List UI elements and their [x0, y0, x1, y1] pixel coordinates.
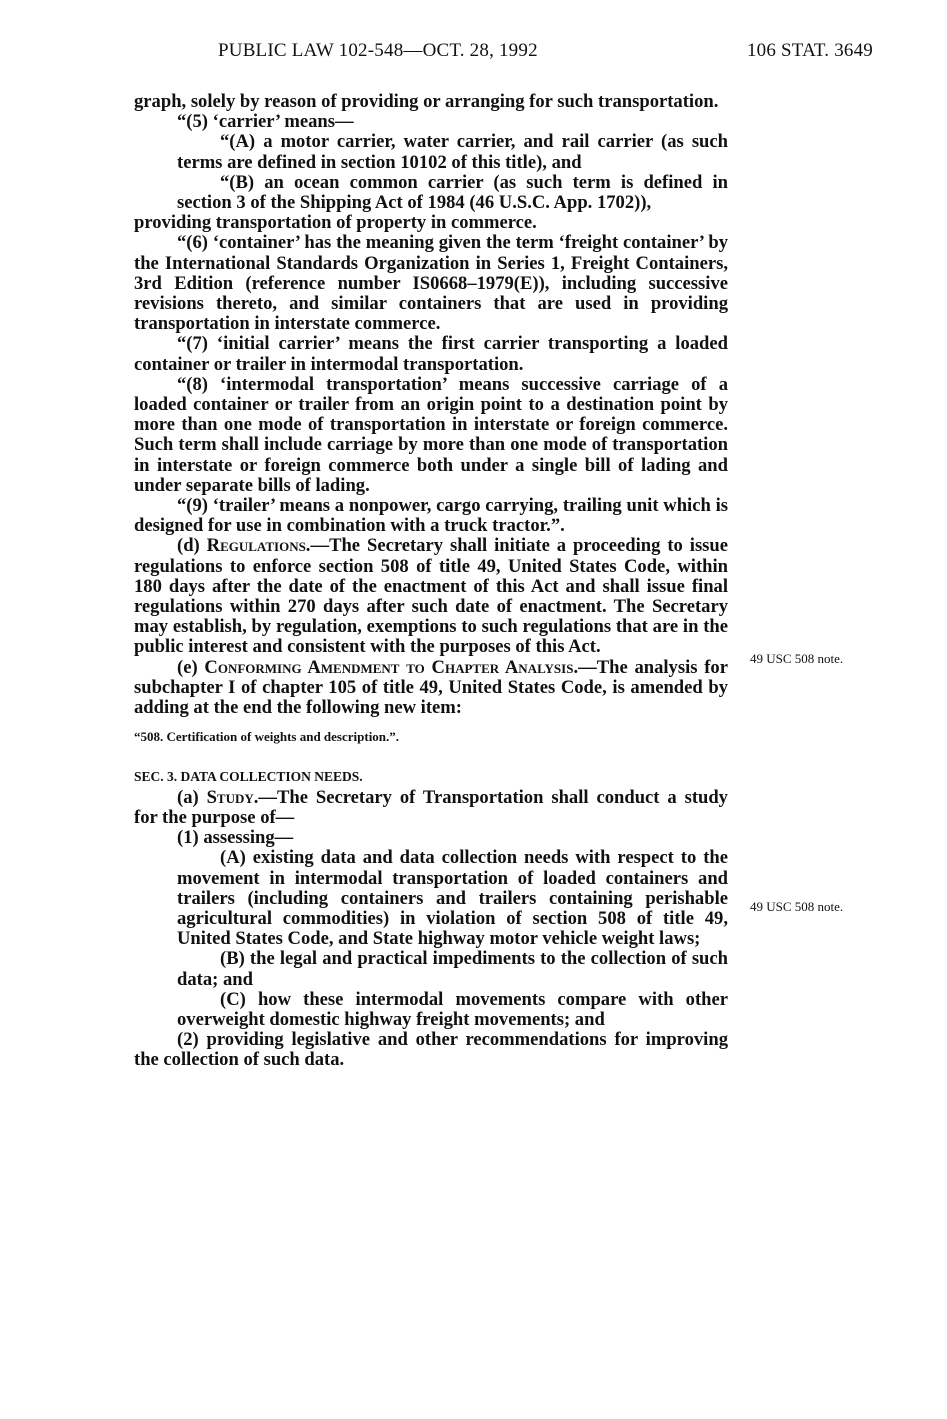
section-3-a-heading: Study. — [206, 786, 259, 808]
definition-8: “(8) ‘intermodal transportation’ means successive carriage of a loaded container or trailer from an origin point to a destination point by more than one mode of transportation in interstate or foreign commerce. Such term shall include carriage by more than one mode of transportation in interstate or foreign commerce both under a single bill of lading and under separate bills of lading. — [134, 373, 728, 496]
statute-body — [134, 92, 728, 1071]
section-3-item-2: (2) providing legislative and other recommendations for improving the collection of such data. — [134, 1029, 728, 1071]
subsection-e-conforming: (e) Conforming Amendment to Chapter Analysis.—The analysis for subchapter I of chapter 105 of title 49, United States Code, is amended by adding at the end the following new item: — [134, 656, 728, 719]
definition-9: “(9) ‘trailer’ means a nonpower, cargo carrying, trailing unit which is designed for use in combination with a truck tractor.”. — [134, 495, 728, 537]
page-header — [218, 40, 873, 80]
section-3-item-1-b: (B) the legal and practical impediments to the collection of such data; and — [177, 948, 728, 990]
section-3-a-study: (a) Study.—The Secretary of Transportation shall conduct a study for the purpose of— — [134, 786, 728, 828]
paragraph-continuation: graph, solely by reason of providing or arranging for such transportation. — [134, 91, 719, 112]
section-3-item-1-a: (A) existing data and data collection needs with respect to the movement in intermodal transportation of loaded containers and trailers (including containers and trailers containing perishable agricultural commodities) in violation of section 508 of title 49, United States Code, and State highway motor vehicle weight laws; — [177, 847, 728, 950]
section-3-heading: SEC. 3. DATA COLLECTION NEEDS. — [134, 768, 363, 784]
definition-5-tail: providing transportation of property in commerce. — [134, 212, 537, 234]
definition-5: “(5) ‘carrier’ means— — [177, 111, 354, 133]
section-3-item-1: (1) assessing— — [177, 827, 294, 849]
definition-7: “(7) ‘initial carrier’ means the first carrier transporting a loaded container or trailer in intermodal transportation. — [134, 333, 728, 375]
definition-6: “(6) ‘container’ has the meaning given the term ‘freight container’ by the International Standards Organization in Series 1, Freight Containers, 3rd Edition (reference number IS0668–1979(E)), including successive revisions thereto, and similar containers that are used in providing transportation in interstate commerce. — [134, 232, 728, 335]
definition-5-a: “(A) a motor carrier, water carrier, and rail carrier (as such terms are defined in section 10102 of this title), and — [177, 131, 728, 173]
margin-note-section-3: 49 USC 508 note. — [750, 899, 844, 914]
quoted-item: “508. Certification of weights and description.”. — [134, 729, 400, 745]
subsection-e-heading: Conforming Amendment to Chapter Analysis. — [204, 656, 579, 678]
margin-note-regulations: 49 USC 508 note. — [750, 651, 844, 666]
section-3-item-1-c: (C) how these intermodal movements compare with other overweight domestic highway freight movements; and — [177, 988, 728, 1030]
definition-5-b: “(B) an ocean common carrier (as such term is defined in section 3 of the Shipping Act of 1984 (46 U.S.C. App. 1702)), — [177, 171, 728, 214]
running-head: PUBLIC LAW 102-548—OCT. 28, 1992 — [218, 40, 538, 61]
subsection-d-regulations: (d) Regulations.—The Secretary shall initiate a proceeding to issue regulations to enforce section 508 of title 49, United States Code, within 180 days after the date of the enactment of this Act and shall issue final regulations within 270 days after such date of enactment. The Secretary may establish, by regulation, exemptions to such regulations that are in the public interest and consistent with the purposes of this Act. — [134, 535, 729, 658]
subsection-d-heading: Regulations. — [206, 535, 311, 557]
page-number: 106 STAT. 3649 — [746, 40, 873, 61]
